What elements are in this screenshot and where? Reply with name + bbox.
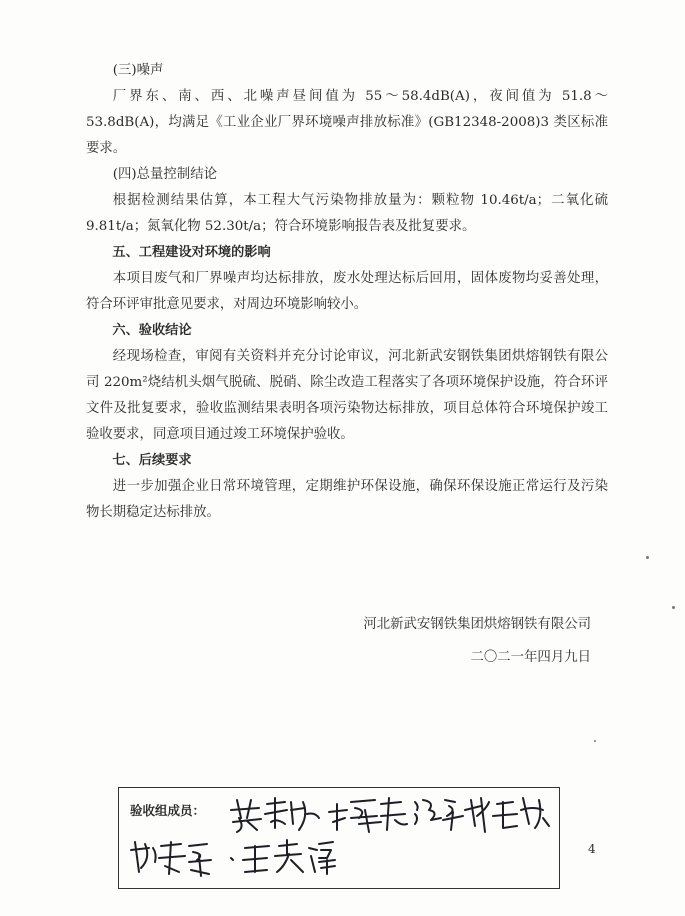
section-heading-environmental-impact: 五、工程建设对环境的影响 [112, 245, 271, 260]
handwritten-signature [231, 798, 319, 832]
paragraph-follow-up: 进一步加强企业日常环境管理，定期维护环保设施，确保环保设施正常运行及污染物长期稳定达标排放。 [86, 479, 608, 520]
document-body [86, 58, 608, 526]
acceptance-committee-box [118, 787, 560, 889]
section-heading-total-control: (四)总量控制结论 [112, 167, 217, 182]
paragraph-noise: 厂界东、南、西、北噪声昼间值为 55～58.4dB(A)，夜间值为 51.8～53.8dB(A)，均满足《工业企业厂界环境噪声排放标准》(GB12348-2008)3 类区标准要求。 [86, 89, 608, 156]
handwritten-signature [465, 798, 549, 832]
paragraph-acceptance-conclusion: 经现场检查，审阅有关资料并充分讨论审议，河北新武安钢铁集团烘熔钢铁有限公司 220m²烧结机头烟气脱硫、脱硝、除尘改造工程落实了各项环境保护设施，符合环评文件及批复要求，验收监测结果表明各项污染物达标排放，项目总体符合环境保护竣工验收要求，同意项目通过竣工环境保护验收。 [86, 349, 608, 442]
committee-label: 验收组成员： [130, 803, 206, 818]
signature-date: 二〇二一年四月九日 [470, 650, 591, 665]
handwritten-signatures [119, 788, 561, 890]
signature-block [363, 608, 591, 674]
handwritten-signature [231, 840, 335, 874]
page-number: 4 [588, 842, 596, 856]
scan-speck [672, 606, 675, 609]
paragraph-environmental-impact: 本项目废气和厂界噪声均达标排放，废水处理达标后回用，固体废物均妥善处理，符合环评审批意见要求，对周边环境影响较小。 [86, 271, 608, 312]
section-heading-noise: (三)噪声 [112, 63, 164, 78]
section-heading-acceptance-conclusion: 六、验收结论 [112, 323, 192, 338]
handwritten-signature [329, 798, 407, 832]
section-heading-follow-up: 七、后续要求 [112, 453, 192, 468]
paragraph-total-control: 根据检测结果估算，本工程大气污染物排放量为：颗粒物 10.46t/a；二氧化硫 9.81t/a；氮氧化物 52.30t/a；符合环境影响报告表及批复要求。 [86, 193, 608, 234]
company-name: 河北新武安钢铁集团烘熔钢铁有限公司 [363, 617, 591, 632]
scan-speck [594, 740, 596, 742]
handwritten-signature [415, 800, 463, 830]
scan-speck [646, 556, 649, 559]
handwritten-signature [131, 842, 211, 876]
